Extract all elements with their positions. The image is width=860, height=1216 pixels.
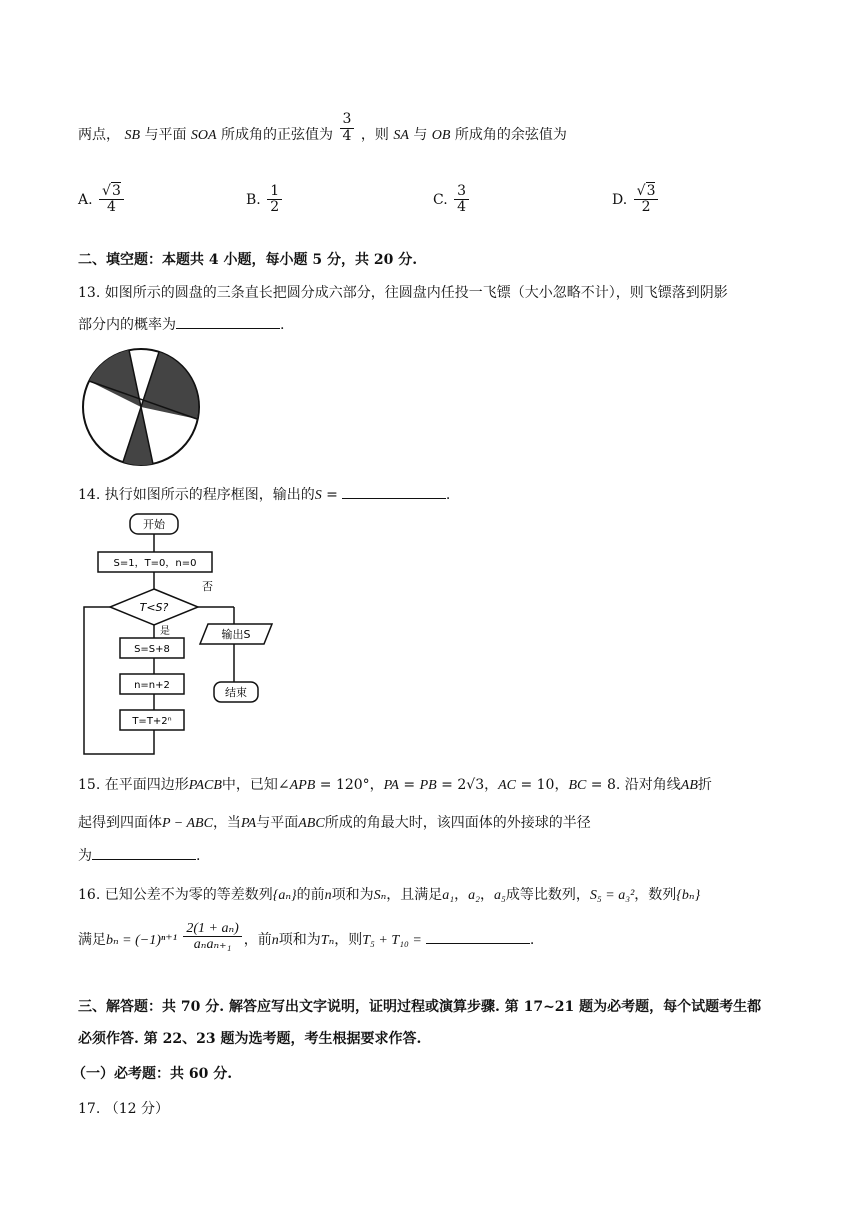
option-a[interactable]: A. $\frac{√3}{4}$ xyxy=(78,184,126,216)
q12-stem: 两点， SB 与平面 SOA 所成角的正弦值为 $\frac{3}{4}$ ，则 SA 与 OB 所成角的余弦值为 xyxy=(78,111,567,144)
answer-blank-15[interactable] xyxy=(92,845,196,860)
q17-heading: 17. （12 分） xyxy=(78,1101,169,1117)
q16-fraction: $\frac{\text{2(1 + aₙ)}}{\text{aₙaₙ₊₁}}$ xyxy=(183,921,241,953)
flow-step1-text: S=S+8 xyxy=(134,644,170,655)
option-d[interactable]: D. $\frac{√3}{2}$ xyxy=(612,184,660,216)
q15-line2: 起得到四面体P − ABC，当PA与平面ABC所成的角最大时，该四面体的外接球的半径 xyxy=(78,815,591,831)
flow-end-text: 结束 xyxy=(225,686,247,699)
flow-init-text: S=1，T=0，n=0 xyxy=(113,558,197,569)
q14-stem: 14. 执行如图所示的程序框图，输出的S = . xyxy=(78,484,450,504)
flow-start-text: 开始 xyxy=(143,518,165,531)
disk-figure xyxy=(80,346,202,468)
flow-step2-text: n=n+2 xyxy=(134,680,170,691)
flowchart xyxy=(78,510,288,760)
flow-step3-text: T=T+2ⁿ xyxy=(132,716,172,727)
var-soa: SOA xyxy=(190,128,217,143)
q16-line2: 满足bₙ = (−1)ⁿ⁺¹ $\frac{\text{2(1 + aₙ)}}{\text{aₙaₙ₊₁}}$ ，前n项和为Tₙ，则T₅ + T₁₀ = . xyxy=(78,921,535,953)
q13-line1: 13. 如图所示的圆盘的三条直长把圆分成六部分，往圆盘内任投一飞镖（大小忽略不计），则飞镖落到阴影 xyxy=(78,285,728,301)
section-2-heading: 二、填空题：本题共 4 小题，每小题 5 分，共 20 分. xyxy=(78,252,418,268)
var-sb: SB xyxy=(124,128,141,143)
flow-no-label: 否 xyxy=(202,580,213,593)
section-3-line1: 三、解答题：共 70 分. 解答应写出文字说明，证明过程或演算步骤. 第 17~21 题为必考题，每个试题考生都 xyxy=(78,999,762,1015)
fraction-3-4: $\frac{3}{4}$ xyxy=(340,112,355,144)
section-3-line2: 必须作答. 第 22、23 题为选考题，考生根据要求作答. xyxy=(78,1031,422,1047)
q16-line1: 16. 已知公差不为零的等差数列{aₙ}的前n项和为Sₙ，且满足a₁，a₂，a₅成等比数列，S₅ = a₃²，数列{bₙ} xyxy=(78,887,701,903)
q15-line1: 15. 在平面四边形PACB中，已知∠APB = 120°，PA = PB = 2√3，AC = 10，BC = 8. 沿对角线AB折 xyxy=(78,777,712,793)
answer-blank-14[interactable] xyxy=(342,484,446,499)
option-b[interactable]: B. $\frac{1}{2}$ xyxy=(246,184,284,216)
answer-blank-13[interactable] xyxy=(176,314,280,329)
answer-blank-16[interactable] xyxy=(426,929,530,944)
q13-line2: 部分内的概率为 . xyxy=(78,314,284,334)
q15-line3: 为 . xyxy=(78,845,200,865)
flow-cond-text: T<S? xyxy=(139,601,169,614)
option-c[interactable]: C. $\frac{3}{4}$ xyxy=(433,184,471,216)
flow-output-text: 输出S xyxy=(221,628,251,641)
required-subheading: （一）必考题：共 60 分. xyxy=(72,1066,233,1082)
flow-yes-label: 是 xyxy=(160,626,170,637)
